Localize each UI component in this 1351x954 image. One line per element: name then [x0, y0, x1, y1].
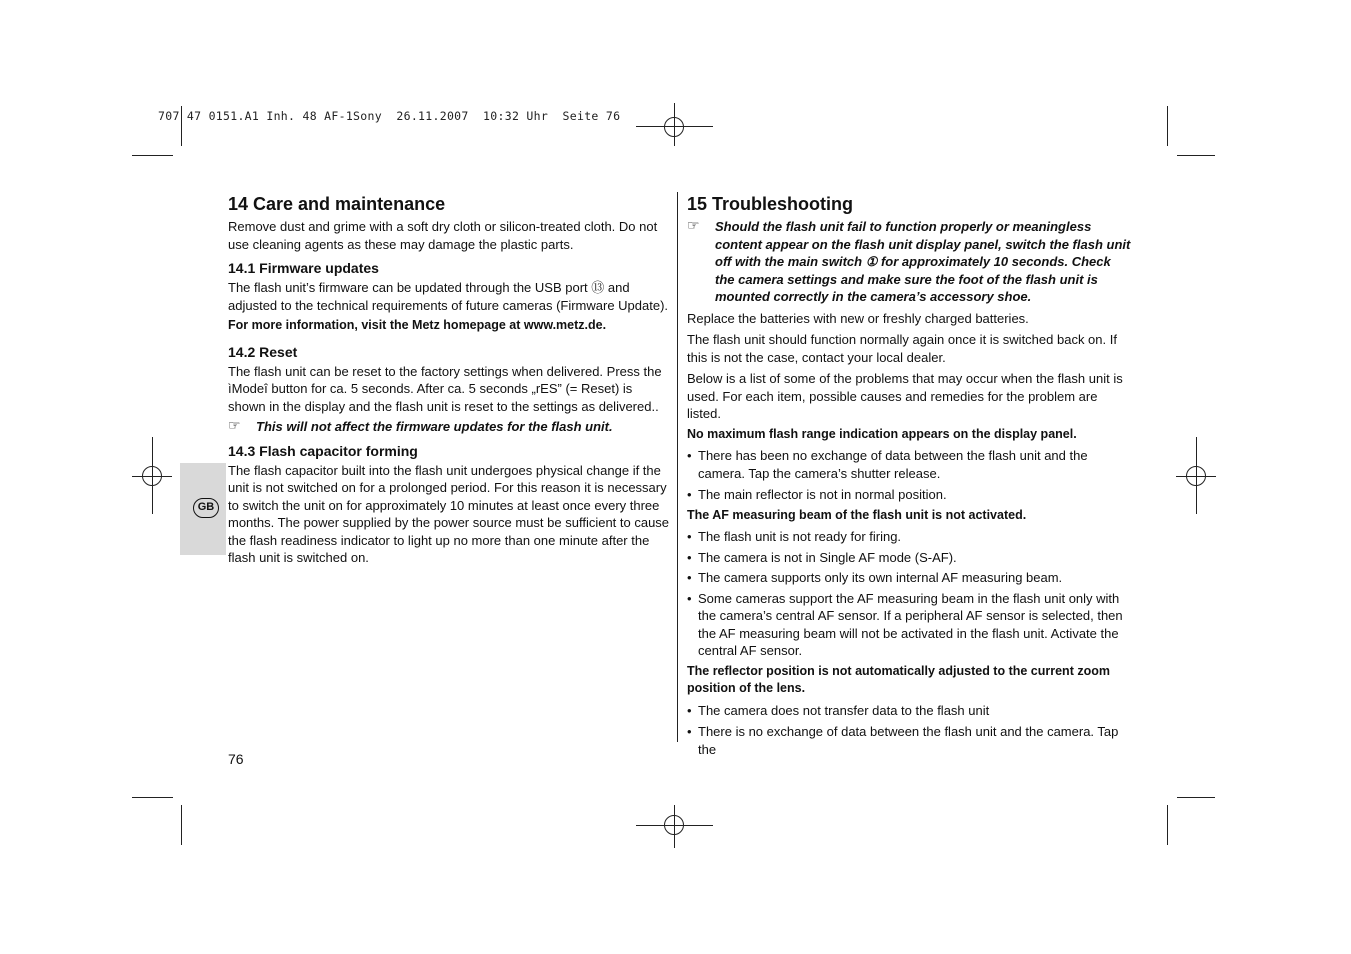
problem-heading: The AF measuring beam of the flash unit is not activated. [687, 507, 1027, 522]
crop-mark [1167, 805, 1168, 845]
paragraph-batteries: Replace the batteries with new or freshly charged batteries. [687, 310, 1029, 326]
list-item-text: The main reflector is not in normal position. [698, 487, 947, 502]
right-column [687, 193, 1132, 758]
list-item: • The camera supports only its own internal AF measuring beam. [687, 569, 1132, 587]
list-item: • Some cameras support the AF measuring beam in the flash unit only with the camera’s central AF sensor. If a peripheral AF sensor is selected, then the AF measuring beam will not be activated in the flash unit. Activate the central AF sensor. [687, 590, 1132, 660]
list-item: • The main reflector is not in normal position. [687, 486, 1132, 504]
list-item-text: The camera supports only its own internal AF measuring beam. [698, 570, 1063, 585]
firmware-heading: 14.1 Firmware updates [228, 260, 379, 276]
reset-heading: 14.2 Reset [228, 343, 298, 360]
crop-mark [132, 797, 173, 798]
reset-text: The flash unit can be reset to the factory settings when delivered. Press the ìModeî button for ca. 5 seconds. After ca. 5 seconds „rES” (= Reset) is shown in the display and the flash unit is reset to the settings as delivered.. [228, 363, 662, 414]
left-column [228, 193, 670, 567]
list-item-text: Some cameras support the AF measuring beam in the flash unit only with the camera’s central AF sensor. If a peripheral AF sensor is selected, then the AF measuring beam will not be activated in the flash unit. Activate the central AF sensor. [698, 590, 1123, 658]
reset-note-text: This will not affect the firmware updates for the flash unit. [256, 419, 613, 434]
section-title-troubleshooting: 15 Troubleshooting [687, 194, 854, 214]
language-badge: GB [193, 498, 219, 518]
reset-note [228, 418, 670, 436]
firmware-text: The flash unit’s firmware can be updated through the USB port ⑬ and adjusted to the technical requirements of future cameras (Firmware Update). [228, 280, 669, 313]
list-item: • There is no exchange of data between the flash unit and the camera. Tap the [687, 723, 1132, 758]
capacitor-heading: 14.3 Flash capacitor forming [228, 442, 418, 459]
list-item-text: The flash unit is not ready for firing. [698, 529, 902, 544]
registration-line [674, 805, 675, 848]
print-slug: 707 47 0151.A1 Inh. 48 AF-1Sony 26.11.2007 10:32 Uhr Seite 76 [158, 109, 621, 123]
firmware-info: For more information, visit the Metz homepage at www.metz.de. [228, 318, 607, 332]
column-divider [677, 192, 678, 742]
crop-mark [1177, 797, 1215, 798]
paragraph-dealer: The flash unit should function normally again once it is switched back on. If this is not the case, contact your local dealer. [687, 332, 1117, 365]
list-item-text: There has been no exchange of data between the flash unit and the camera. Tap the camera’s shutter release. [698, 448, 1088, 481]
pointing-hand-icon: ☞ [228, 418, 241, 434]
list-item: • The flash unit is not ready for firing. [687, 528, 1132, 546]
registration-line [1196, 437, 1197, 514]
list-item-text: There is no exchange of data between the flash unit and the camera. Tap the [698, 724, 1119, 757]
crop-mark [1177, 155, 1215, 156]
section-title-care: 14 Care and maintenance [228, 194, 446, 214]
list-item-text: The camera is not in Single AF mode (S-AF). [698, 549, 957, 565]
registration-line [152, 437, 153, 514]
list-item: • The camera is not in Single AF mode (S-AF). [687, 549, 1132, 567]
capacitor-text: The flash capacitor built into the flash unit undergoes physical change if the unit is not switched on for a prolonged period. For this reason it is necessary to switch the unit on for approximately 10 minutes at least once every three months. The power supplied by the power source must be sufficient to cause the flash readiness indicator to light up no more than one minute after the flash unit is switched on. [228, 462, 670, 565]
crop-mark [181, 805, 182, 845]
pointing-hand-icon: ☞ [687, 218, 700, 234]
care-intro: Remove dust and grime with a soft dry cloth or silicon-treated cloth. Do not use cleaning agents as these may damage the plastic parts. [228, 219, 658, 252]
crop-mark [132, 155, 173, 156]
troubleshooting-note [687, 218, 1132, 306]
page-number: 76 [228, 751, 244, 767]
list-item: • The camera does not transfer data to the flash unit [687, 702, 1132, 720]
list-item-text: The camera does not transfer data to the flash unit [698, 702, 990, 718]
problem-heading: The reflector position is not automatically adjusted to the current zoom position of the lens. [687, 663, 1110, 695]
list-item: • There has been no exchange of data between the flash unit and the camera. Tap the camera’s shutter release. [687, 447, 1132, 482]
problem-heading: No maximum flash range indication appears on the display panel. [687, 426, 1077, 441]
paragraph-problem-list: Below is a list of some of the problems that may occur when the flash unit is used. For each item, possible causes and remedies for the problem are listed. [687, 371, 1123, 421]
troubleshooting-note-text: Should the flash unit fail to function properly or meaningless content appear on the flash unit display panel, switch the flash unit off with the main switch ① for approximately 10 seconds. Check the camera settings and make sure the foot of the flash unit is mounted correctly in the camera’s accessory shoe. [715, 219, 1131, 304]
crop-mark [1167, 106, 1168, 146]
registration-line [674, 103, 675, 146]
